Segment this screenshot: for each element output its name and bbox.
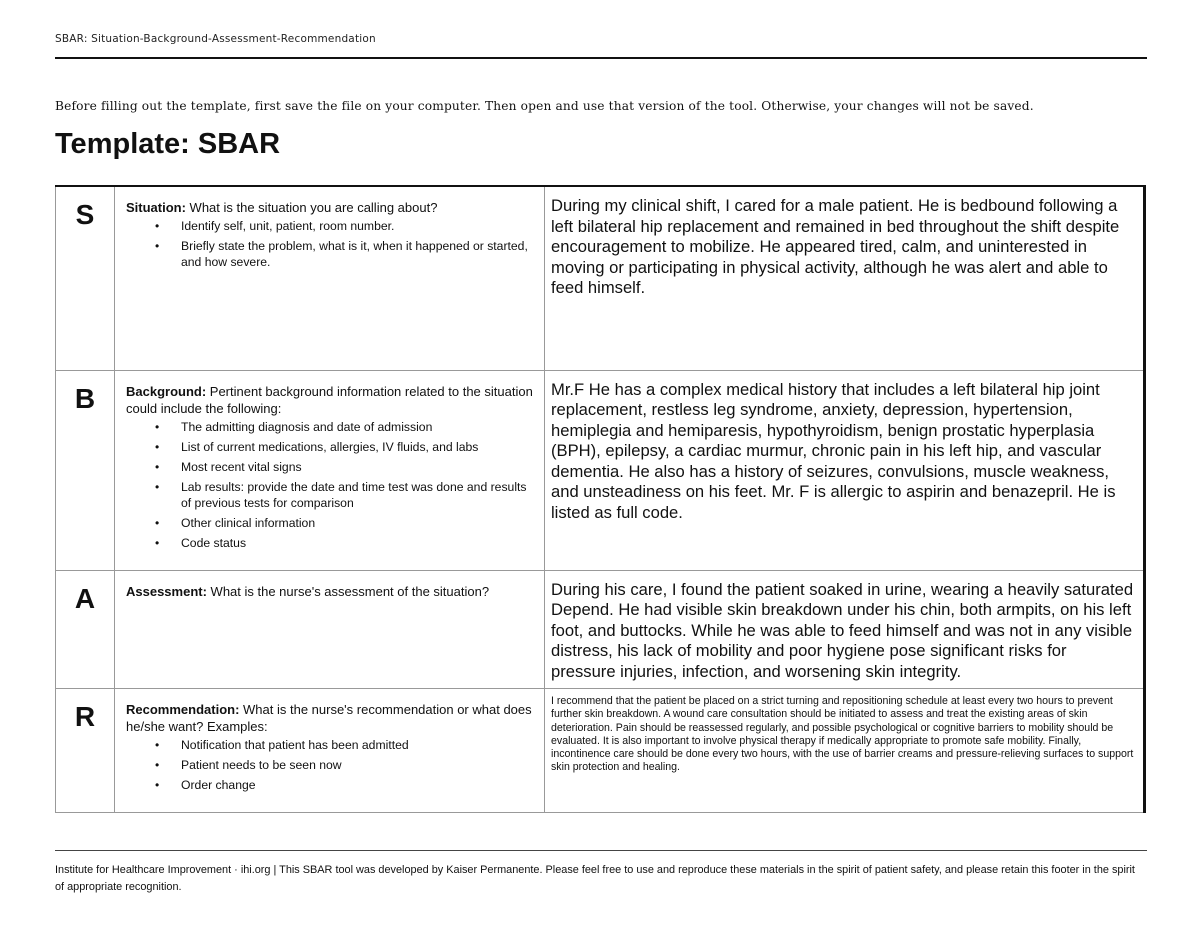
- table-row-situation: [56, 186, 1145, 370]
- recommendation-question: What is the nurse's recommendation or what does he/she want? Examples:: [126, 702, 532, 734]
- assessment-prompt: [115, 570, 545, 689]
- footer-text: Institute for Healthcare Improvement · ihi.org | This SBAR tool was developed by Kaiser Permanente. Please feel free to use and reproduce these materials in the spirit of patient safety, and please retain this footer in the spirit of appropriate recognition.: [55, 864, 1135, 893]
- page-title: Template: SBAR: [55, 128, 281, 160]
- situation-bullets: [126, 218, 536, 270]
- list-item: • Order change: [181, 777, 536, 793]
- list-item: • The admitting diagnosis and date of admission: [181, 419, 536, 435]
- background-bullets: [126, 419, 536, 551]
- recommendation-prompt: [115, 689, 545, 813]
- table-row-assessment: [56, 570, 1145, 689]
- footer-divider: [55, 850, 1147, 851]
- background-label: Background:: [126, 383, 207, 399]
- situation-prompt: [115, 186, 545, 370]
- row-letter-a: A: [56, 570, 115, 689]
- row-letter-r: R: [56, 689, 115, 813]
- assessment-label: Assessment:: [126, 583, 207, 599]
- sbar-table: [55, 185, 1146, 813]
- list-item: • Briefly state the problem, what is it, when it happened or started, and how severe.: [181, 238, 536, 270]
- background-answer-field[interactable]: Mr.F He has a complex medical history that includes a left bilateral hip joint replacement, restless leg syndrome, anxiety, depression, hypertension, hemiplegia and hemiparesis, hypothyroidism, benign prostatic hyperplasia (BPH), epilepsy, a cardiac murmur, chronic pain in his left hip, and vascular dementia. He also has a history of seizures, convulsions, muscle weakness, and unsteadiness on his feet. Mr. F is allergic to aspirin and benazepril. He is listed as full code.: [545, 370, 1145, 570]
- background-question: Pertinent background information related to the situation could include the following:: [126, 383, 533, 416]
- list-item: • Patient needs to be seen now: [181, 757, 536, 773]
- header-divider: [55, 57, 1147, 59]
- row-letter-b: B: [56, 370, 115, 570]
- background-prompt: [115, 370, 545, 570]
- list-item: • Code status: [181, 535, 536, 551]
- list-item: • Notification that patient has been admitted: [181, 737, 536, 753]
- list-item: • List of current medications, allergies, IV fluids, and labs: [181, 439, 536, 455]
- list-item: • Lab results: provide the date and time test was done and results of previous tests for comparison: [181, 479, 536, 511]
- list-item: • Identify self, unit, patient, room number.: [181, 218, 536, 234]
- assessment-question: What is the nurse's assessment of the situation?: [206, 583, 490, 599]
- table-row-background: [56, 370, 1145, 570]
- situation-answer-field[interactable]: During my clinical shift, I cared for a male patient. He is bedbound following a left bilateral hip replacement and remained in bed throughout the shift despite encouragement to mobilize. He appeared tired, calm, and uninterested in moving or participating in physical activity, although he was alert and able to feed himself.: [545, 186, 1145, 370]
- save-notice: Before filling out the template, first save the file on your computer. Then open and use that version of the tool. Otherwise, your changes will not be saved.: [55, 99, 1034, 113]
- list-item: • Other clinical information: [181, 515, 536, 531]
- recommendation-label: Recommendation:: [126, 702, 240, 717]
- assessment-answer-field[interactable]: During his care, I found the patient soaked in urine, wearing a heavily saturated Depend. He had visible skin breakdown under his chin, both armpits, on his left foot, and buttocks. While he was able to feed himself and was not in any visible distress, his lack of mobility and poor hygiene pose significant risks for pressure injuries, infection, and worsening skin integrity.: [545, 570, 1145, 689]
- recommendation-answer-field[interactable]: I recommend that the patient be placed on a strict turning and repositioning schedule at least every two hours to prevent further skin breakdown. A wound care consultation should be initiated to assess and treat the existing areas of skin deterioration. Pain should be reassessed regularly, and possible psychological or cognitive barriers to mobility should be evaluated. It is also important to involve physical therapy if medically appropriate to promote safe mobility. Finally, incontinence care should be done every two hours, with the use of barrier creams and pressure-relieving surfaces to support skin protection and healing.: [545, 689, 1145, 813]
- situation-question: What is the situation you are calling about?: [185, 200, 438, 215]
- row-letter-s: S: [56, 186, 115, 370]
- recommendation-bullets: [126, 737, 536, 793]
- running-header: SBAR: Situation-Background-Assessment-Recommendation: [55, 33, 376, 45]
- table-row-recommendation: [56, 689, 1145, 813]
- list-item: • Most recent vital signs: [181, 459, 536, 475]
- situation-label: Situation:: [126, 200, 186, 215]
